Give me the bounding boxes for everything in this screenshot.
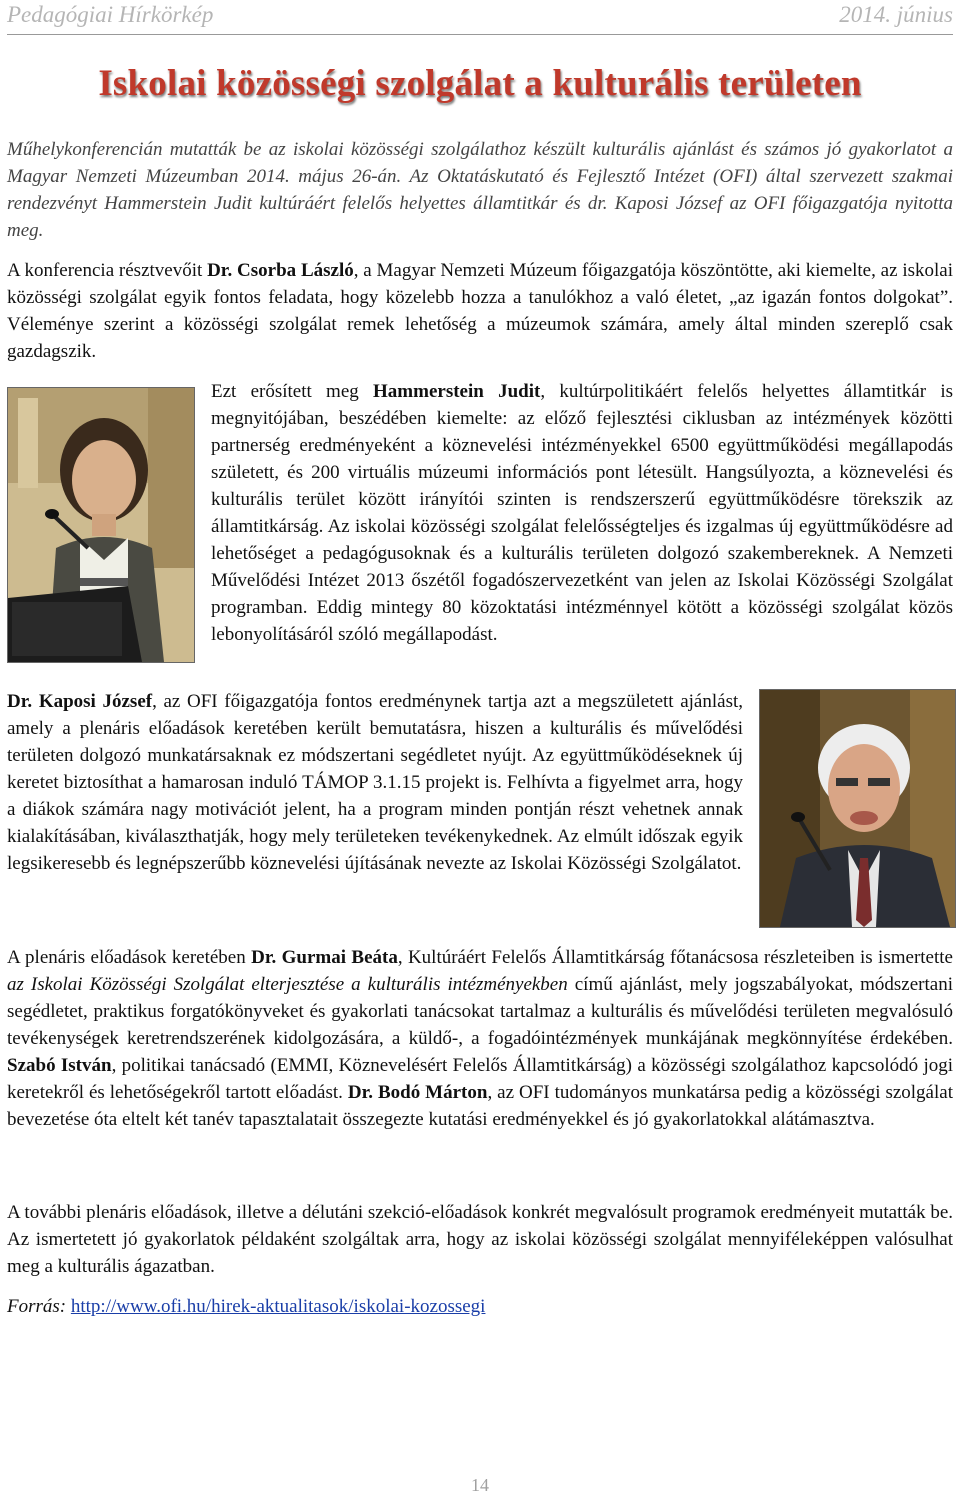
lead-paragraph: Műhelykonferencián mutatták be az iskolai közösségi szolgálathoz készült kulturális ajánlást és számos jó gyakorlatot a Magyar Nemzeti Múzeumban 2014. május 26-án. Az Oktatáskutató és Fejlesztő Intézet (OFI) által szervezett szakmai rendezvényt Hammerstein Judit kultúráért felelős helyettes államtitkár és dr. Kaposi József az OFI főigazgatója nyitotta meg. [7, 139, 953, 241]
paragraph-2: Ezt erősített meg Hammerstein Judit, kultúrpolitikáért felelős helyettes államtitkár is megnyitójában, beszédében kiemelte: az előző fejlesztési ciklusban az intézmények közötti partnerség eredményeként a köznevelési intézményekkel 6500 együttműködési megállapodás született, és 200 virtuális múzeumi információs pont létesült. Hangsúlyozta, a köznevelési és kulturális terület között irányítói szinten is rendszerszerű együttműködésre törekszik az államtitkárság. Az iskolai közösségi szolgálat felelősségteljes és izgalmas új együttműködésre ad lehetőséget a pedagógusoknak és a kulturális területen dolgozó szakembereknek. A Nemzeti Művelődési Intézet 2013 őszétől fogadószervezetként van jelen az Iskolai Közösségi Szolgálat programban. Eddig mintegy 80 közoktatási intézménnyel kötött a közösségi szolgálat közös lebonyolításáról szóló megállapodást. [211, 381, 953, 645]
journal-name: Pedagógiai Hírkörkép [7, 2, 214, 27]
source-label: Forrás: [7, 1296, 67, 1317]
name-bodo: Dr. Bodó Márton [347, 1082, 488, 1103]
paragraph-4: A plenáris előadások keretében Dr. Gurmai Beáta, Kultúráért Felelős Államtitkárság főtanácsosa részleteiben is ismertette az Iskolai Közösségi Szolgálat elterjesztése a kulturális intézményekben című ajánlást, mely jogszabályokat, módszertani segédletet, praktikus forgatókönyveket és gyakorlati tanácsokat tartalmaz a kulturális és művelődési területen megvalósuló tevékenységek keretrendszerének kidolgozására, a küldő-, a fogadóintézmények munkájának megkönnyítése érdekében. Szabó István, politikai tanácsadó (EMMI, Köznevelésért Felelős Államtitkárság) a közösségi szolgálathoz kapcsolódó jogi keretekről és lehetőségekről tartott előadást. Dr. Bodó Márton, az OFI tudományos munkatársa pedig a közösségi szolgálat bevezetése óta eltelt két tanév tapasztalatait összegezte kutatási eredményekkel és jó gyakorlatokkal alátámasztva. [7, 947, 953, 1130]
speaker-man-image [760, 690, 955, 927]
paragraph-3: Dr. Kaposi József, az OFI főigazgatója fontos eredménynek tartja azt a megszületett ajánlást, amely a plenáris előadások keretében került bemutatásra, hiszen a kulturális és művelődési területen dolgozó munkatársaknak ez módszertani segédletet nyújt. Az együttműködéseknek új keretet biztosíthat a hamarosan induló TÁMOP 3.1.15 projekt is. Felhívta a figyelmet arra, hogy a diákok számára nagy motivációt jelent, ha a program minden pontján részt vehetnek annak kialakításában, kiválaszthatják, hogy mely területeken tevékenykednek. Az elmúlt időszak egyik legsikeresebb és legnépszerűbb köznevelési újításának nevezte az Iskolai Közösségi Szolgálatot. [7, 691, 743, 874]
source-line [7, 1293, 953, 1320]
paragraph-1: A konferencia résztvevőit Dr. Csorba László, a Magyar Nemzeti Múzeum főigazgatója köszöntötte, aki kiemelte, az iskolai közösségi szolgálat egyik fontos feladata, hogy közelebb hozza a tanulókhoz a való életet, „az igazán fontos dolgokat”. Véleménye szerint a közösségi szolgálat remek lehetőség a múzeumok számára, amely által minden szereplő csak gazdagszik. [7, 260, 953, 362]
source-link[interactable]: http://www.ofi.hu/hirek-aktualitasok/iskolai-kozossegi [70, 1296, 486, 1317]
issue-date: 2014. június [839, 2, 953, 27]
article-title: Iskolai közösségi szolgálat a kulturális területen [98, 63, 862, 104]
page-header [7, 0, 953, 35]
photo-kaposi [759, 689, 956, 928]
name-szabo: Szabó István [7, 1055, 112, 1076]
name-csorba: Dr. Csorba László [207, 260, 354, 281]
photo-hammerstein [7, 387, 195, 663]
name-hammerstein: Hammerstein Judit [373, 381, 541, 402]
name-kaposi: Dr. Kaposi József [7, 691, 153, 712]
name-gurmai: Dr. Gurmai Beáta [251, 947, 398, 968]
paragraph-5: A további plenáris előadások, illetve a délutáni szekció-előadások konkrét megvalósult programok eredményeit mutatták be. Az ismertetett jó gyakorlatok példaként szolgáltak arra, hogy az iskolai közösségi szolgálat mennyiféleképpen valósulhat meg a kulturális ágazatban. [7, 1202, 954, 1277]
recommendation-title: az Iskolai Közösségi Szolgálat elterjesztése a kulturális intézményekben [7, 974, 568, 995]
speaker-woman-image [8, 388, 194, 662]
page-number: 14 [471, 1475, 489, 1495]
